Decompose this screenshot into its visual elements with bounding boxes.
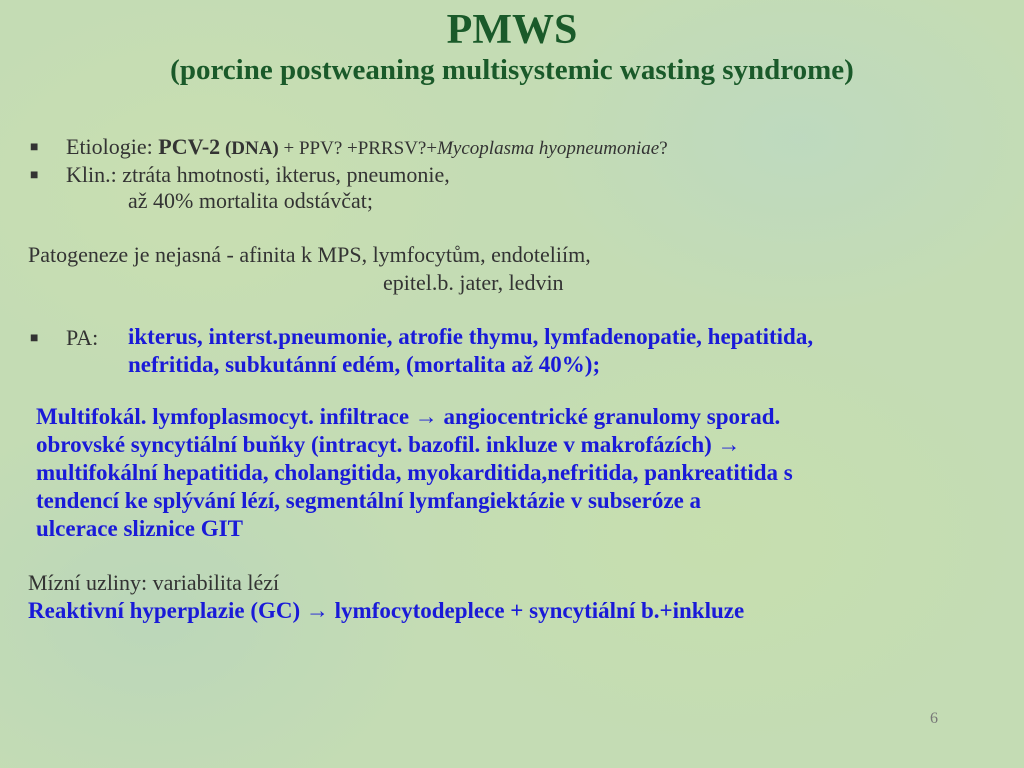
slide-subtitle: (porcine postweaning multisystemic wasting syndrome) — [170, 54, 854, 86]
histology-line2: obrovské syncytiální buňky (intracyt. bazofil. inkluze v makrofázích) → — [36, 432, 741, 457]
clinical-line2: až 40% mortalita odstávčat; — [128, 188, 373, 213]
pa-label: PA: — [66, 325, 99, 350]
slide-title: PMWS — [446, 7, 578, 53]
clinical-line1: Klin.: ztráta hmotnosti, ikterus, pneumonie, — [66, 162, 450, 187]
etiology-question: ? — [659, 138, 668, 159]
etiology-line — [66, 134, 668, 160]
square-bullet-icon: ■ — [30, 140, 39, 155]
pa-line1: ikterus, interst.pneumonie, atrofie thymu, lymfadenopatie, hepatitida, — [128, 324, 814, 349]
pa-line2: nefritida, subkutánní edém, (mortalita až 40%); — [128, 352, 601, 377]
etiology-dna: (DNA) — [220, 138, 279, 159]
histology-line3: multifokální hepatitida, cholangitida, myokarditida,nefritida, pankreatitida s — [36, 460, 793, 485]
page-number: 6 — [930, 710, 938, 727]
etiology-pcv: PCV-2 — [158, 134, 221, 159]
pathogenesis-line1: Patogeneze je nejasná - afinita k MPS, lymfocytům, endoteliím, — [28, 242, 591, 267]
histology-line5: ulcerace sliznice GIT — [36, 516, 243, 541]
lymph-nodes-line1: Mízní uzliny: variabilita lézí — [28, 570, 280, 595]
histology-line1: Multifokál. lymfoplasmocyt. infiltrace → angiocentrické granulomy sporad. — [36, 404, 781, 429]
square-bullet-icon: ■ — [30, 168, 39, 183]
square-bullet-icon: ■ — [30, 331, 39, 346]
etiology-rest: + PPV? +PRRSV?+ — [278, 138, 438, 159]
etiology-mycoplasma: Mycoplasma hyopneumoniae — [437, 138, 660, 159]
lymph-nodes-line2: Reaktivní hyperplazie (GC) → lymfocytodeplece + syncytiální b.+inkluze — [28, 598, 745, 623]
etiology-label: Etiologie: — [66, 134, 159, 159]
histology-line4: tendencí ke splývání lézí, segmentální lymfangiektázie v subseróze a — [36, 488, 702, 513]
pathogenesis-line2: epitel.b. jater, ledvin — [383, 270, 564, 295]
